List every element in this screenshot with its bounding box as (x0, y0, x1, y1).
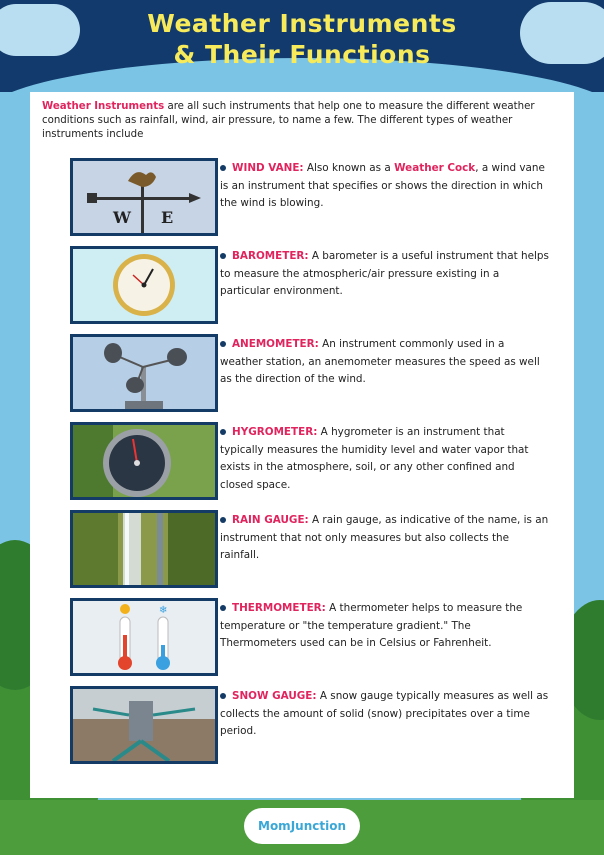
anemometer-description (220, 336, 550, 389)
anemometer-icon (73, 337, 215, 409)
rain-gauge-description (220, 512, 550, 565)
list-item-rain-gauge (70, 510, 560, 588)
item-text: A hygrometer is an instrument that typically measures the humidity level and water vapor that exists in the atmosphere, soil, or any other confined and closed space. (220, 426, 529, 491)
item-name: BAROMETER: (232, 250, 309, 262)
wind-vane-image (70, 158, 218, 236)
hygrometer-image (70, 422, 218, 500)
item-name: RAIN GAUGE: (232, 514, 309, 526)
thermometer-description (220, 600, 550, 653)
item-name: HYGROMETER: (232, 426, 318, 438)
brand-logo-text: MomJunction (258, 819, 346, 833)
list-item-thermometer (70, 598, 560, 676)
item-name: ANEMOMETER: (232, 338, 319, 350)
item-name: THERMOMETER: (232, 602, 326, 614)
wind-vane-icon (73, 161, 215, 233)
title-line-1: Weather Instruments (147, 9, 457, 38)
hygrometer-icon (73, 425, 215, 497)
bullet-icon (220, 429, 226, 435)
svg-text:E: E (161, 208, 174, 227)
hygrometer-description (220, 424, 550, 494)
barometer-icon (73, 249, 215, 321)
snow-gauge-description (220, 688, 550, 741)
bullet-icon (220, 341, 226, 347)
bullet-icon (220, 253, 226, 259)
list-item-barometer (70, 246, 560, 324)
list-item-snow-gauge (70, 686, 560, 764)
item-text-pre: Also known as a (303, 162, 395, 174)
brand-logo[interactable] (244, 808, 360, 844)
barometer-description (220, 248, 550, 301)
content-card (30, 92, 574, 798)
title-line-2: & Their Functions (173, 40, 431, 69)
list-item-hygrometer (70, 422, 560, 500)
bullet-icon (220, 693, 226, 699)
svg-text:W: W (113, 208, 131, 227)
intro-highlight: Weather Instruments (42, 101, 165, 112)
list-item-wind-vane (70, 158, 560, 236)
wind-vane-description (220, 160, 550, 213)
item-text: , a wind vane is an instrument that specifies or shows the direction in which the wind is blowing. (220, 162, 545, 209)
thermometer-icon (73, 601, 215, 673)
item-text: A barometer is a useful instrument that helps to measure the atmospheric/air pressure existing in a particular environment. (220, 250, 549, 297)
item-text: A thermometer helps to measure the temperature or "the temperature gradient." The Thermometers used can be in Celsius or Fahrenheit. (220, 602, 523, 649)
snow-gauge-icon (73, 689, 215, 761)
anemometer-image (70, 334, 218, 412)
rain-gauge-image (70, 510, 218, 588)
item-text: An instrument commonly used in a weather station, an anemometer measures the speed as well as the direction of the wind. (220, 338, 540, 385)
bullet-icon (220, 517, 226, 523)
page-title (0, 8, 604, 70)
svg-text:❄: ❄ (159, 605, 168, 616)
item-highlight: Weather Cock (394, 162, 476, 174)
list-item-anemometer (70, 334, 560, 412)
bullet-icon (220, 605, 226, 611)
item-name: WIND VANE: (232, 162, 304, 174)
barometer-image (70, 246, 218, 324)
thermometer-image (70, 598, 218, 676)
item-text: A rain gauge, as indicative of the name, is an instrument that not only measures but also collects the rainfall. (220, 514, 549, 561)
snow-gauge-image (70, 686, 218, 764)
bullet-icon (220, 165, 226, 171)
item-name: SNOW GAUGE: (232, 690, 317, 702)
intro-paragraph (42, 100, 562, 142)
rain-gauge-icon (73, 513, 215, 585)
item-text: A snow gauge typically measures as well as collects the amount of solid (snow) precipitates over a time period. (220, 690, 549, 737)
intro-text: are all such instruments that help one to measure the different weather conditions such as rainfall, wind, air pressure, to name a few. The different types of weather instruments include (42, 101, 535, 140)
